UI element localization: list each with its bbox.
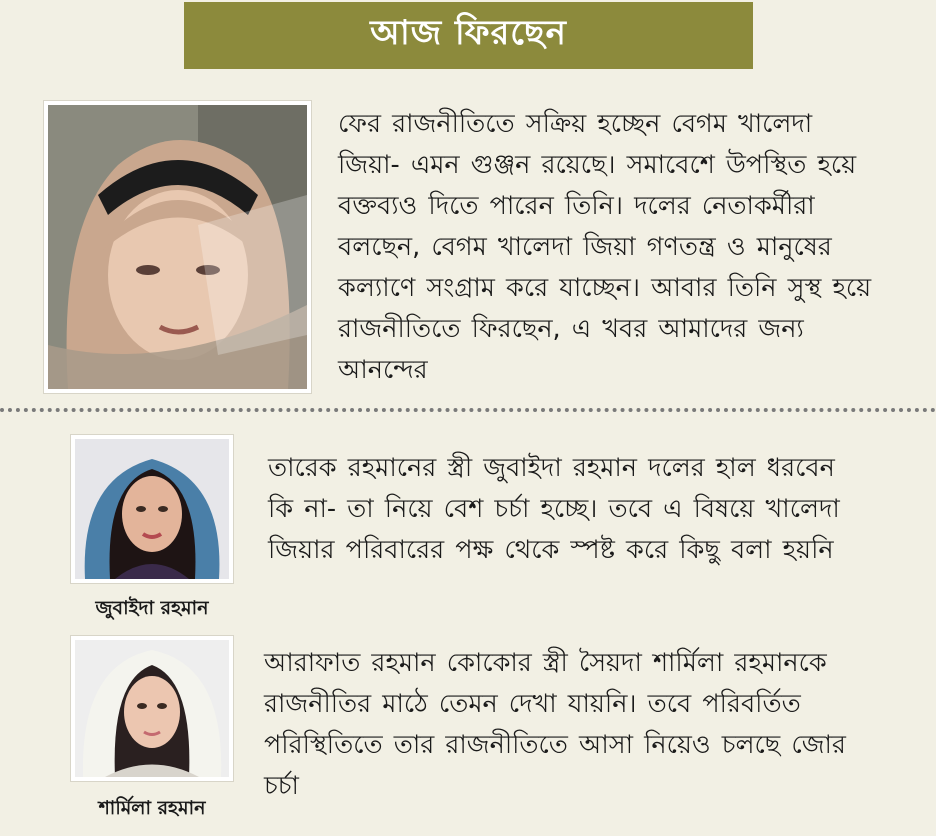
main-photo	[44, 101, 311, 393]
profile-caption-sharmila: শার্মিলা রহমান	[98, 797, 206, 819]
dotted-divider	[0, 408, 936, 412]
title-banner	[184, 2, 753, 69]
profile-text-sharmila: আরাফাত রহমান কোকোর স্ত্রী সৈয়দা শার্মিলা রহমানকে রাজনীতির মাঠে তেমন দেখা যায়নি। তবে পরিবর্তিত পরিস্থিতিতে তার রাজনীতিতে আসা নিয়েও চলছে জোর চর্চা	[264, 648, 846, 801]
portrait-image	[75, 439, 229, 579]
profile-photo-jubaida	[71, 435, 233, 583]
portrait-image	[48, 105, 307, 389]
main-story-text: ফের রাজনীতিতে সক্রিয় হচ্ছেন বেগম খালেদা জিয়া- এমন গুঞ্জন রয়েছে। সমাবেশে উপস্থিত হয়ে বক্তব্যও দিতে পারেন তিনি। দলের নেতাকর্মীরা বলছেন, বেগম খালেদা জিয়া গণতন্ত্র ও মানুষের কল্যাণে সংগ্রাম করে যাচ্ছেন। আবার তিনি সুস্থ হয়ে রাজনীতিতে ফিরছেন, এ খবর আমাদের জন্য আনন্দের	[338, 109, 872, 385]
portrait-image	[75, 640, 229, 777]
page-title: আজ ফিরছেন	[370, 13, 567, 53]
profile-text-jubaida: তারেক রহমানের স্ত্রী জুবাইদা রহমান দলের হাল ধরবেন কি না- তা নিয়ে বেশ চর্চা হচ্ছে। তবে এ বিষয়ে খালেদা জিয়ার পরিবারের পক্ষ থেকে স্পষ্ট করে কিছু বলা হয়নি	[268, 453, 840, 565]
profile-photo-sharmila	[71, 636, 233, 781]
profile-caption-jubaida: জুবাইদা রহমান	[95, 597, 209, 619]
